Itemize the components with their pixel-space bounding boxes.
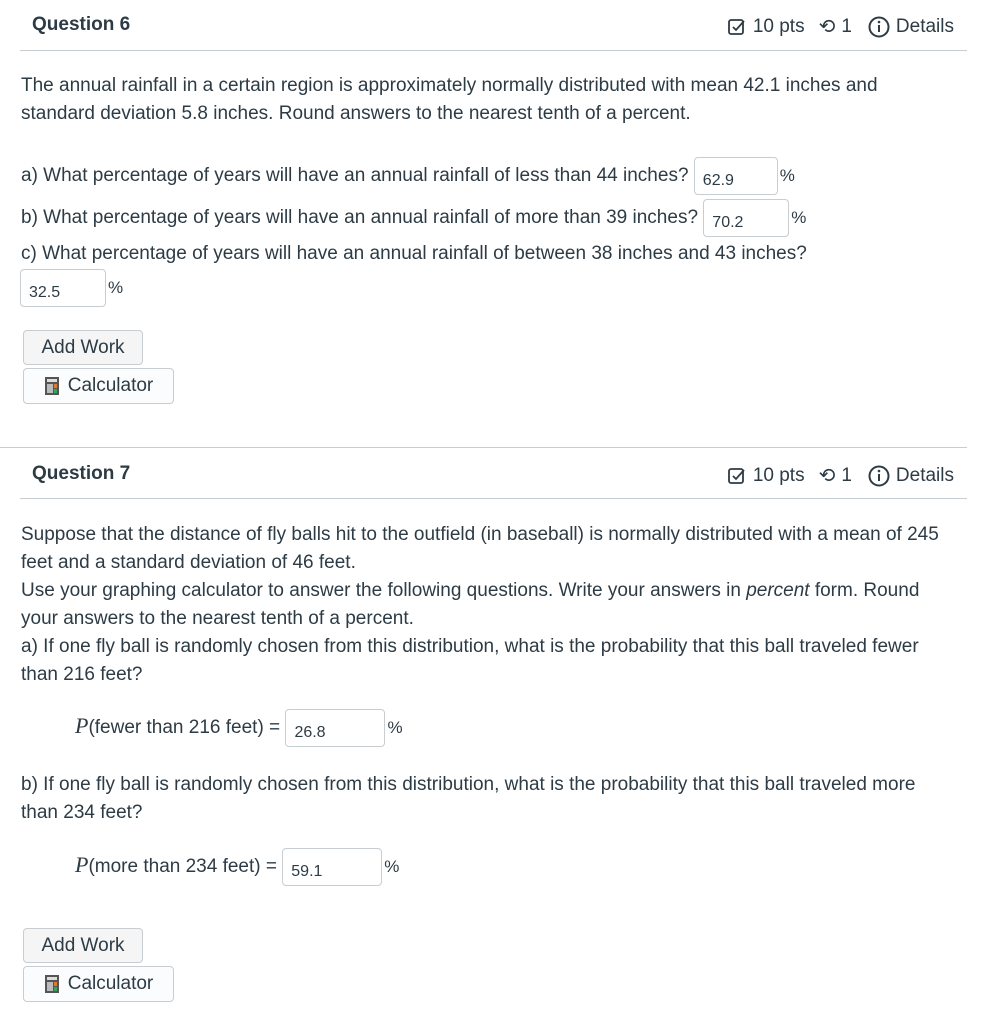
- add-work-label: Add Work: [41, 934, 125, 956]
- question-6-title: Question 6: [32, 14, 131, 35]
- percent-label: %: [791, 208, 807, 228]
- retry-icon: ⟲: [818, 465, 836, 487]
- calculator-button[interactable]: [23, 966, 174, 1002]
- attempts: 1: [841, 464, 852, 486]
- q6-answer-b-input[interactable]: 70.2: [703, 199, 789, 237]
- q6-answer-a-input[interactable]: 62.9: [694, 157, 778, 195]
- q6-part-a: a) What percentage of years will have an annual rainfall of less than 44 inches?: [21, 165, 689, 187]
- q7-b-label: (more than 234 feet) =: [88, 856, 277, 878]
- percent-label: %: [108, 278, 124, 298]
- calculator-icon: [44, 974, 60, 994]
- question-6-meta: [727, 14, 954, 39]
- calculator-label: Calculator: [67, 973, 154, 994]
- question-6-text: The annual rainfall in a certain region is approximately normally distributed with mean 42.1 inches and standard deviation 5.8 inches. Round answers to the nearest tenth of a percent.: [21, 75, 878, 124]
- calculator-icon: [44, 376, 60, 396]
- retry-icon: ⟲: [818, 16, 836, 38]
- add-work-label: Add Work: [41, 336, 125, 358]
- q6-answer-c-input[interactable]: 32.5: [20, 269, 106, 307]
- points: 10 pts: [752, 464, 805, 486]
- p-symbol: P: [75, 852, 89, 878]
- q7-part-a: a) If one fly ball is randomly chosen from this distribution, what is the probability that this ball traveled fewer than 216 feet?: [21, 636, 919, 685]
- q7-intro-2a: Use your graphing calculator to answer the following questions. Write your answers in: [21, 580, 747, 601]
- calculator-label: Calculator: [67, 375, 154, 396]
- q7-intro-2b: form. Round your answers to the nearest tenth of a percent.: [21, 580, 920, 629]
- info-icon: [868, 16, 890, 38]
- q6-part-b: b) What percentage of years will have an annual rainfall of more than 39 inches?: [21, 207, 699, 229]
- question-7-meta: [727, 463, 954, 488]
- q7-intro-emphasis: percent: [746, 580, 810, 601]
- q7-answer-a-input[interactable]: 26.8: [285, 709, 385, 747]
- percent-label: %: [779, 166, 795, 186]
- q7-a-label: (fewer than 216 feet) =: [88, 717, 281, 739]
- points: 10 pts: [752, 15, 805, 37]
- details-link[interactable]: Details: [895, 15, 954, 37]
- info-icon: [868, 465, 890, 487]
- q7-part-b: b) If one fly ball is randomly chosen from this distribution, what is the probability that this ball traveled more than 234 feet?: [21, 774, 916, 823]
- calculator-button[interactable]: [23, 368, 174, 404]
- question-7-text: [21, 521, 956, 689]
- q7-answer-b-input[interactable]: 59.1: [282, 848, 382, 886]
- add-work-button[interactable]: [23, 928, 143, 963]
- checkbox-icon: [727, 466, 747, 486]
- checkbox-icon: [727, 17, 747, 37]
- q6-part-c: c) What percentage of years will have an annual rainfall of between 38 inches and 43 inches?: [21, 243, 807, 264]
- add-work-button[interactable]: [23, 330, 143, 365]
- q7-intro-2: [21, 577, 956, 633]
- question-7-title: Question 7: [32, 463, 131, 484]
- details-link[interactable]: Details: [895, 464, 954, 486]
- p-symbol: P: [75, 713, 89, 739]
- q7-intro-1: Suppose that the distance of fly balls hit to the outfield (in baseball) is normally distributed with a mean of 245 feet and a standard deviation of 46 feet.: [21, 524, 939, 573]
- percent-label: %: [387, 718, 403, 738]
- attempts: 1: [841, 15, 852, 37]
- percent-label: %: [384, 857, 400, 877]
